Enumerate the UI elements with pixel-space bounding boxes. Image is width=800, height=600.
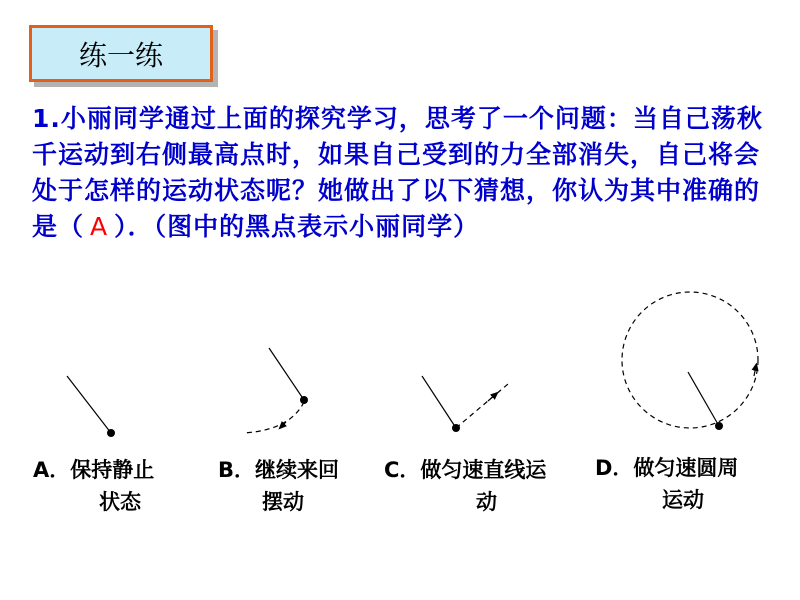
diagram-d — [622, 292, 758, 430]
option-d-line2: 运动 — [662, 488, 704, 512]
option-a-line1: A．保持静止 — [33, 458, 155, 482]
diagram-a — [67, 376, 115, 437]
section-title: 练一练 — [29, 25, 213, 82]
option-d — [595, 452, 775, 516]
option-a — [33, 454, 193, 518]
option-a-line2: 状态 — [99, 490, 141, 514]
question-stem: 1.小丽同学通过上面的探究学习，思考了一个问题：当自己荡秋千运动到右侧最高点时，如果自己受到的力全部消失，自己将会处于怎样的运动状态呢？她做出了以下猜想，你认为其中准确的是（ — [32, 104, 763, 241]
option-b-line1: B．继续来回 — [218, 458, 340, 482]
option-b-line2: 摆动 — [262, 490, 304, 514]
diagram-b — [244, 348, 308, 433]
question-tail: ）．（图中的黑点表示小丽同学） — [114, 212, 480, 241]
question-text — [32, 101, 780, 245]
answer-text: A — [90, 212, 109, 241]
option-c-line2: 动 — [476, 490, 497, 514]
diagram-c — [422, 376, 508, 432]
option-c-line1: C．做匀速直线运 — [384, 458, 547, 482]
option-d-line1: D．做匀速圆周 — [595, 456, 739, 480]
option-c — [384, 454, 589, 518]
option-b — [218, 454, 378, 518]
diagrams — [0, 280, 800, 460]
